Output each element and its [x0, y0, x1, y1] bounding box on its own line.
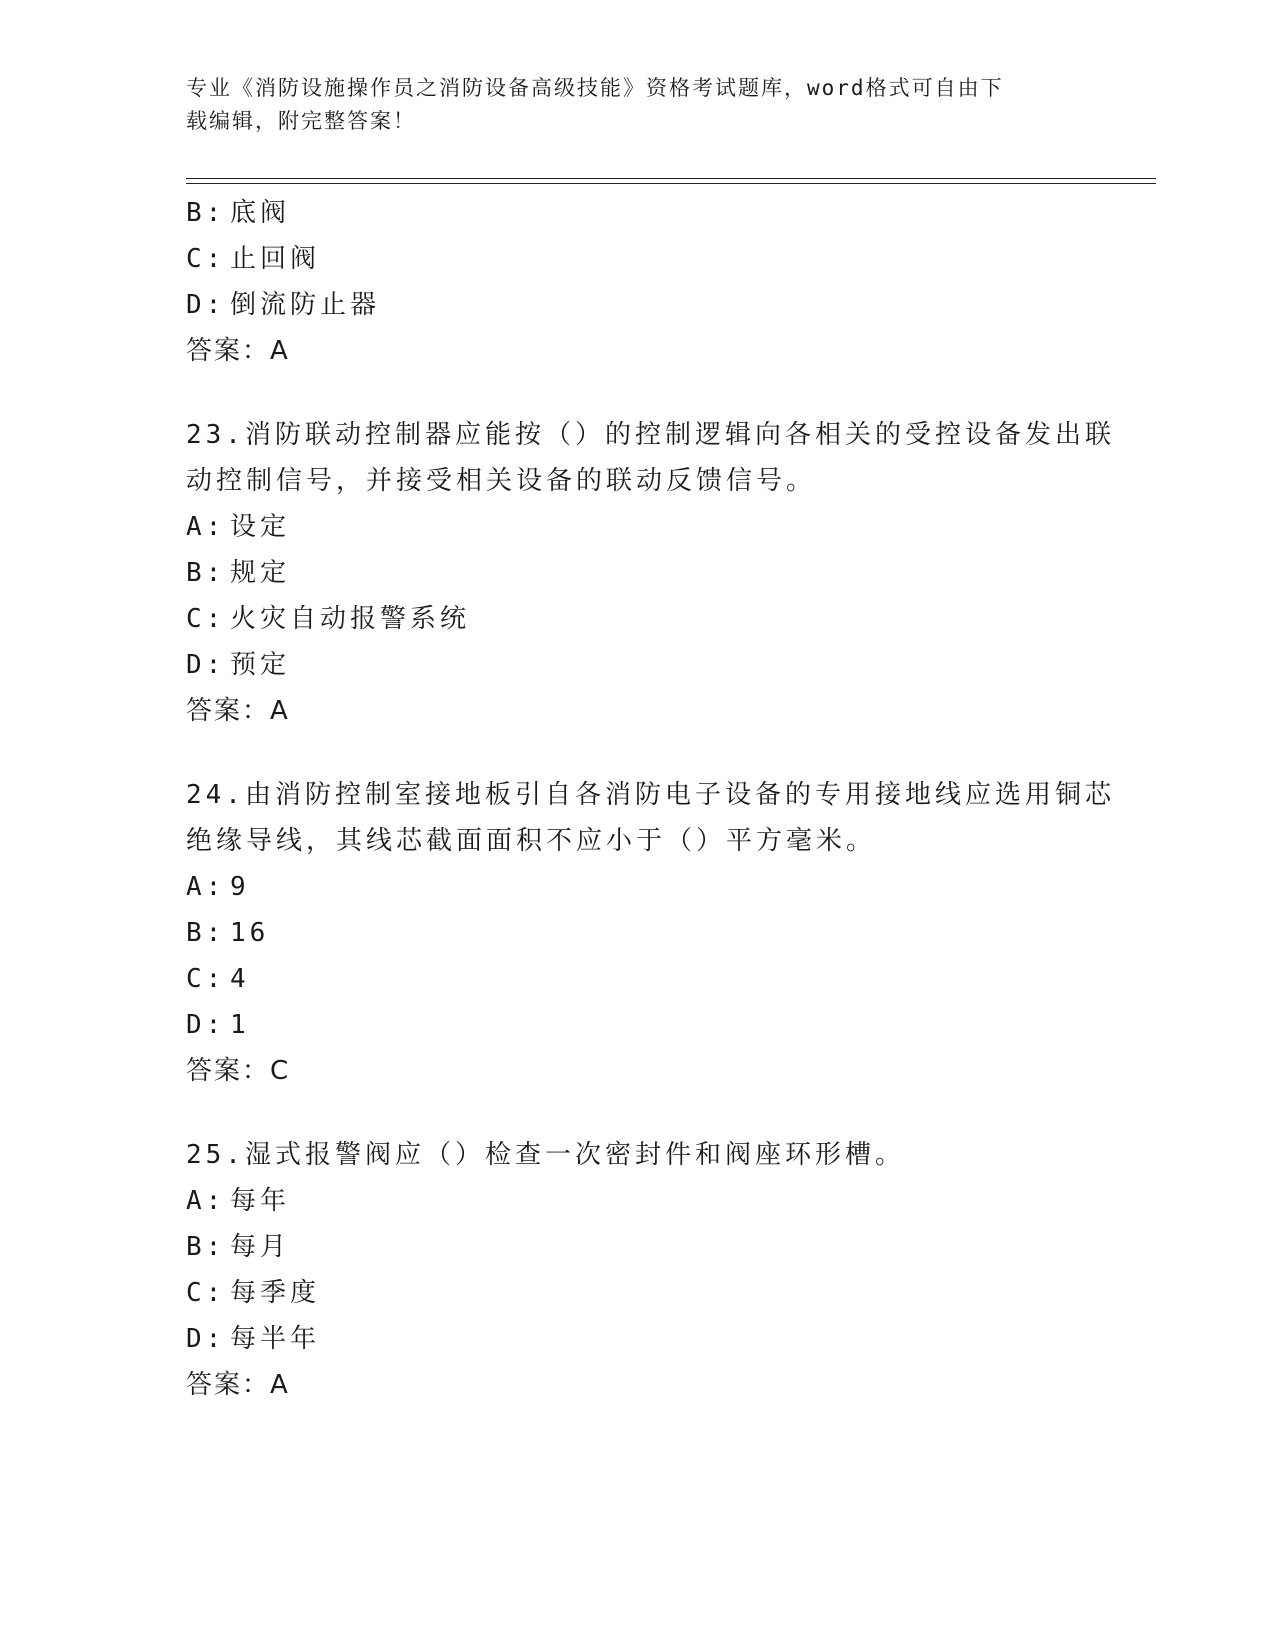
option-label: B: — [186, 198, 226, 228]
option-b — [186, 910, 1086, 956]
question-text-line-1: 25.湿式报警阀应（）检查一次密封件和阀座环形槽。 — [186, 1140, 905, 1170]
option-text: 4 — [230, 964, 250, 994]
document-header — [186, 72, 1066, 138]
option-label: D: — [186, 1324, 226, 1354]
option-a — [186, 504, 1086, 550]
option-d — [186, 1002, 1086, 1048]
option-text: 设定 — [230, 512, 291, 542]
header-line-1: 专业《消防设施操作员之消防设备高级技能》资格考试题库，word格式可自由下 — [186, 76, 1004, 100]
option-text: 止回阀 — [230, 244, 321, 274]
answer-line: 答案：A — [186, 336, 290, 366]
option-c — [186, 956, 1086, 1002]
option-text: 16 — [230, 918, 270, 948]
option-label: C: — [186, 244, 226, 274]
option-text: 9 — [230, 872, 250, 902]
option-label: C: — [186, 604, 226, 634]
option-label: D: — [186, 650, 226, 680]
option-d — [186, 282, 1086, 328]
question-text-line-2: 动控制信号，并接受相关设备的联动反馈信号。 — [186, 466, 817, 496]
option-d — [186, 642, 1086, 688]
option-a — [186, 1178, 1086, 1224]
question-text-line-1: 23.消防联动控制器应能按（）的控制逻辑向各相关的受控设备发出联 — [186, 420, 1115, 450]
option-text: 每半年 — [230, 1324, 321, 1354]
option-d — [186, 1316, 1086, 1362]
question-content — [186, 190, 1115, 1408]
header-divider-top — [186, 178, 1156, 179]
option-label: A: — [186, 1186, 226, 1216]
option-c — [186, 596, 1086, 642]
option-text: 每月 — [230, 1232, 291, 1262]
answer-line: 答案：A — [186, 696, 290, 726]
option-text: 火灾自动报警系统 — [230, 604, 471, 634]
option-label: A: — [186, 872, 226, 902]
option-b — [186, 1224, 1086, 1270]
header-divider-bottom — [186, 183, 1156, 184]
header-line-2: 载编辑，附完整答案！ — [186, 109, 416, 133]
option-text: 1 — [230, 1010, 250, 1040]
option-c — [186, 1270, 1086, 1316]
option-label: C: — [186, 964, 226, 994]
prev-question-block — [186, 190, 1086, 374]
option-text: 底阀 — [230, 198, 291, 228]
option-text: 每季度 — [230, 1278, 321, 1308]
option-text: 规定 — [230, 558, 291, 588]
answer-line: 答案：C — [186, 1056, 291, 1086]
answer-line: 答案：A — [186, 1370, 290, 1400]
option-b — [186, 550, 1086, 596]
question-text-line-1: 24.由消防控制室接地板引自各消防电子设备的专用接地线应选用铜芯 — [186, 780, 1115, 810]
question-24 — [186, 772, 1115, 1094]
question-text-line-2: 绝缘导线，其线芯截面面积不应小于（）平方毫米。 — [186, 826, 877, 856]
option-c — [186, 236, 1086, 282]
option-a — [186, 864, 1086, 910]
option-text: 倒流防止器 — [230, 290, 381, 320]
option-label: B: — [186, 558, 226, 588]
option-text: 预定 — [230, 650, 291, 680]
option-label: A: — [186, 512, 226, 542]
option-label: B: — [186, 918, 226, 948]
option-label: C: — [186, 1278, 226, 1308]
question-25 — [186, 1132, 1086, 1408]
option-label: B: — [186, 1232, 226, 1262]
option-label: D: — [186, 290, 226, 320]
option-label: D: — [186, 1010, 226, 1040]
question-23 — [186, 412, 1115, 734]
option-text: 每年 — [230, 1186, 291, 1216]
option-b — [186, 190, 1086, 236]
